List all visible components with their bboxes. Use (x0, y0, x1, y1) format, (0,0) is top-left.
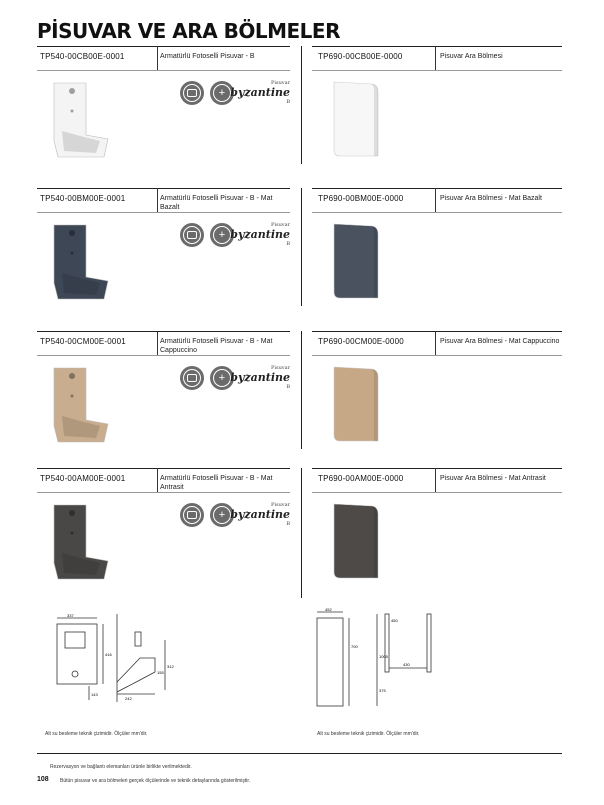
product-description: Armatürlü Fotoselli Pisuvar - B (160, 53, 255, 60)
plus-icon: + (210, 223, 234, 247)
row-top-rule (37, 331, 290, 332)
product-code: TP540-00AM00E-0001 (40, 474, 126, 483)
dim-label: 450 (391, 618, 398, 623)
product-code: TP540-00CM00E-0001 (40, 337, 126, 346)
dim-label: 452 (325, 608, 332, 612)
row-sub-rule (312, 355, 562, 356)
product-description: Armatürlü Fotoselli Pisuvar - B - Mat Cappuccino (160, 338, 273, 354)
dim-label: 700 (351, 644, 358, 649)
urinal-technical-drawing (45, 610, 200, 710)
sensor-icon (180, 81, 204, 105)
plus-icon: + (210, 81, 234, 105)
partition-description: Pisuvar Ara Bölmesi (440, 53, 503, 60)
cell-divider (435, 331, 436, 355)
urinal-image (48, 503, 118, 588)
partition-image (330, 222, 380, 302)
row-sub-rule (37, 212, 290, 213)
cell-divider (157, 331, 158, 355)
feature-icons (180, 502, 290, 528)
sensor-icon (180, 366, 204, 390)
partition-description: Pisuvar Ara Bölmesi - Mat Bazalt (440, 195, 542, 202)
dim-label: 312 (167, 664, 174, 669)
sensor-icon (180, 223, 204, 247)
column-divider (301, 331, 302, 449)
dim-label: 242 (125, 696, 132, 701)
partition-code: TP690-00BM00E-0000 (318, 194, 404, 203)
row-sub-rule (37, 492, 290, 493)
sensor-icon (180, 503, 204, 527)
row-top-rule (37, 46, 290, 47)
row-sub-rule (312, 212, 562, 213)
partition-technical-drawing (305, 608, 440, 713)
byzantine-logo: Pisuvar byzantine B (230, 222, 290, 247)
dim-label: 416 (105, 652, 112, 657)
partition-code: TP690-00CB00E-0000 (318, 52, 403, 61)
urinal-image (48, 366, 118, 451)
dim-label: 1005 (379, 654, 388, 659)
dim-label: 337 (67, 613, 74, 618)
row-sub-rule (312, 70, 562, 71)
feature-icons (180, 365, 290, 391)
row-sub-rule (37, 70, 290, 71)
cell-divider (157, 188, 158, 212)
page-title: PİSUVAR VE ARA BÖLMELER (37, 19, 340, 43)
cell-divider (435, 188, 436, 212)
partition-description: Pisuvar Ara Bölmesi - Mat Cappuccino (440, 338, 560, 345)
partition-code: TP690-00CM00E-0000 (318, 337, 404, 346)
page-number: 108 (37, 776, 49, 783)
partition-image (330, 80, 380, 160)
product-code: TP540-00BM00E-0001 (40, 194, 126, 203)
product-code: TP540-00CB00E-0001 (40, 52, 125, 61)
footnote-2: Bütün pisuvar ve ara bölmeleri gerçek ölçülerinde ve teknik detaylarında gösterilmiştir. (60, 778, 251, 784)
row-top-rule (312, 331, 562, 332)
urinal-image (48, 223, 118, 308)
partition-code: TP690-00AM00E-0000 (318, 474, 404, 483)
row-top-rule (37, 468, 290, 469)
partition-image (330, 365, 380, 445)
byzantine-logo: Pisuvar byzantine B (230, 365, 290, 390)
row-sub-rule (312, 492, 562, 493)
dim-label: 375 (379, 688, 386, 693)
row-top-rule (312, 46, 562, 47)
row-sub-rule (37, 355, 290, 356)
dim-label: 143 (91, 692, 98, 697)
footer-divider (37, 753, 562, 754)
column-divider (301, 188, 302, 306)
footnote-1: Rezervasyon ve bağlantı elemanları ürünle birlikte verilmektedir. (50, 764, 192, 770)
plus-icon: + (210, 503, 234, 527)
column-divider (301, 46, 302, 164)
byzantine-logo: Pisuvar byzantine B (230, 80, 290, 105)
row-top-rule (312, 188, 562, 189)
partition-image (330, 502, 380, 582)
cell-divider (435, 46, 436, 70)
feature-icons (180, 80, 290, 106)
cell-divider (157, 46, 158, 70)
column-divider (301, 468, 302, 598)
feature-icons (180, 222, 290, 248)
plus-icon: + (210, 366, 234, 390)
urinal-image (48, 81, 118, 166)
byzantine-logo: Pisuvar byzantine B (230, 502, 290, 527)
partition-description: Pisuvar Ara Bölmesi - Mat Antrasit (440, 475, 546, 482)
row-top-rule (312, 468, 562, 469)
product-description: Armatürlü Fotoselli Pisuvar - B - Mat Antrasit (160, 475, 273, 491)
right-drawing-caption: Alt su besleme teknik çizimidir. Ölçüler mm'dir. (317, 731, 420, 737)
dim-label: 155 (157, 670, 164, 675)
dim-label: 430 (403, 662, 410, 667)
row-top-rule (37, 188, 290, 189)
product-description: Armatürlü Fotoselli Pisuvar - B - Mat Bazalt (160, 195, 273, 211)
cell-divider (157, 468, 158, 492)
cell-divider (435, 468, 436, 492)
left-drawing-caption: Alt su besleme teknik çizimidir. Ölçüler mm'dir. (45, 731, 148, 737)
